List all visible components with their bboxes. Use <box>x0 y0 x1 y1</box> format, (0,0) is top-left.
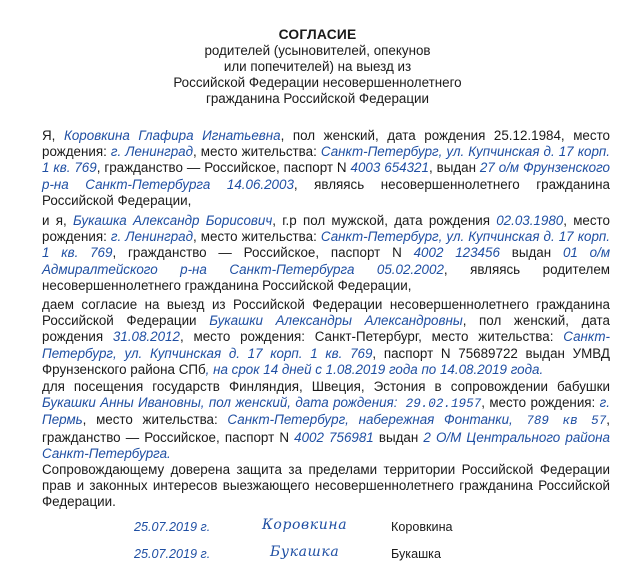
static-text: даем согласие на выезд из Российской Федерации несовершеннолетнего гражданина Российской Федерации <box>42 297 610 329</box>
subtitle-line: гражданина Российской Федерации <box>205 91 430 106</box>
static-text: , являясь родителем несовершеннолетнего гражданина Российской Федерации, <box>42 261 610 293</box>
static-text: выдан <box>373 429 424 445</box>
passport-field: 4002 756981 <box>294 429 374 445</box>
signature-date: 25.07.2019 г. <box>134 547 211 561</box>
static-text: Я, <box>42 128 64 143</box>
document-header <box>0 27 635 107</box>
subtitle-line: Российской Федерации несовершеннолетнего <box>173 75 462 90</box>
signature-row <box>0 544 635 567</box>
static-text: , являясь несовершеннолетнего гражданина Российской Федерации, <box>42 176 610 208</box>
parent-name-field: Коровкина Глафира Игнатьевна <box>63 128 281 143</box>
static-text: , место рождения: Санкт-Петербург, место жительства: <box>179 329 564 345</box>
subtitle-line: родителей (усыновителей, опекунов <box>204 43 431 58</box>
static-text: выдан <box>499 245 563 261</box>
residence-field: Санкт-Петербург, ул. Купчинская д. 17 корп. 1 кв. 769 <box>42 144 610 176</box>
static-text: , пол женский, дата рождения <box>42 313 610 345</box>
residence-field: Санкт-Петербург, ул. Купчинская д. 17 корп. 1 кв. 769 <box>42 229 610 261</box>
handwritten-signature: Букашка <box>270 544 340 560</box>
companion-name-field: Букашки Анны Ивановны, пол женский, дата рождения: <box>42 395 398 411</box>
apartment-field: 789 кв 57 <box>512 414 607 429</box>
birthdate-field: 29.02.1957 <box>397 397 482 412</box>
paragraph-companion <box>42 379 610 462</box>
passport-field: 4002 123456 <box>413 245 500 261</box>
paragraph-child <box>42 297 610 378</box>
passport-issuer-field: 01 о/м Адмиралтейского р-на Санкт-Петербурга 05.02.2002 <box>42 245 610 277</box>
static-text: и я, <box>42 213 73 228</box>
birthplace-field: г. Пермь <box>42 395 610 428</box>
static-text: , место рождения: <box>42 213 610 245</box>
static-text: , выдан <box>428 160 480 176</box>
residence-field: Санкт-Петербург, набережная Фонтанки, <box>227 412 513 428</box>
birthdate-field: 02.03.1980 <box>496 213 564 228</box>
signer-name: Букашка <box>391 547 441 561</box>
static-text: , место жительства: <box>193 229 321 245</box>
paragraph-second-parent <box>42 213 610 294</box>
paragraph-first-parent <box>42 128 610 209</box>
passport-field: 4003 654321 <box>350 160 429 176</box>
static-text: , место жительства: <box>82 412 228 428</box>
document-title: СОГЛАСИЕ <box>278 27 357 42</box>
child-name-field: Букашки Александры Александровны <box>209 313 463 329</box>
parent-name-field: Букашка Александр Борисович <box>72 213 273 228</box>
signature-row <box>0 517 635 540</box>
paragraph-authority: Сопровождающему доверена защита за пределами территории Российской Федерации прав и законных интересов выезжающего несовершеннолетнего гражданина Российской Федерации. <box>42 462 610 510</box>
passport-issuer-field: 2 О/М Центрального района Санкт-Петербурга. <box>42 429 610 461</box>
static-text: , г.р <box>272 213 297 228</box>
signer-name: Коровкина <box>391 520 453 534</box>
subtitle-line: или попечителей) на выезд из <box>223 59 412 74</box>
static-text: , гражданство — Российское, паспорт N <box>96 160 351 176</box>
residence-field: Санкт-Петербург, ул. Купчинская д. 17 корп. 1 кв. 769 <box>42 329 610 361</box>
static-text: , гражданство — Российское, паспорт N <box>112 245 414 261</box>
birthdate-field: 31.08.2012 <box>112 329 180 345</box>
static-text: , паспорт N 75689722 выдан УМВД Фрунзенского района СПб <box>42 345 610 377</box>
passport-issuer-field: 27 о/м Фрунзенского р-на Санкт-Петербурга 14.06.2003 <box>42 160 610 192</box>
handwritten-signature: Коровкина <box>262 517 348 533</box>
birthplace-field: г. Ленинград <box>110 144 193 160</box>
signature-date: 25.07.2019 г. <box>134 520 211 534</box>
static-text: пол мужской, дата рождения <box>296 213 497 228</box>
static-text: для посещения государств Финляндия, Швеция, Эстония в сопровождении бабушки <box>42 379 610 394</box>
birthplace-field: г. Ленинград <box>110 229 193 245</box>
static-text: , место рождения: <box>481 395 600 411</box>
static-text: , гражданство — Российское, паспорт N <box>42 412 610 445</box>
trip-term-field: , на срок 14 дней с 1.08.2019 года по 14.08.2019 года. <box>205 361 544 377</box>
static-text: , пол женский, дата рождения 25.12.1984, место рождения: <box>42 128 610 160</box>
static-text: , место жительства: <box>193 144 321 160</box>
